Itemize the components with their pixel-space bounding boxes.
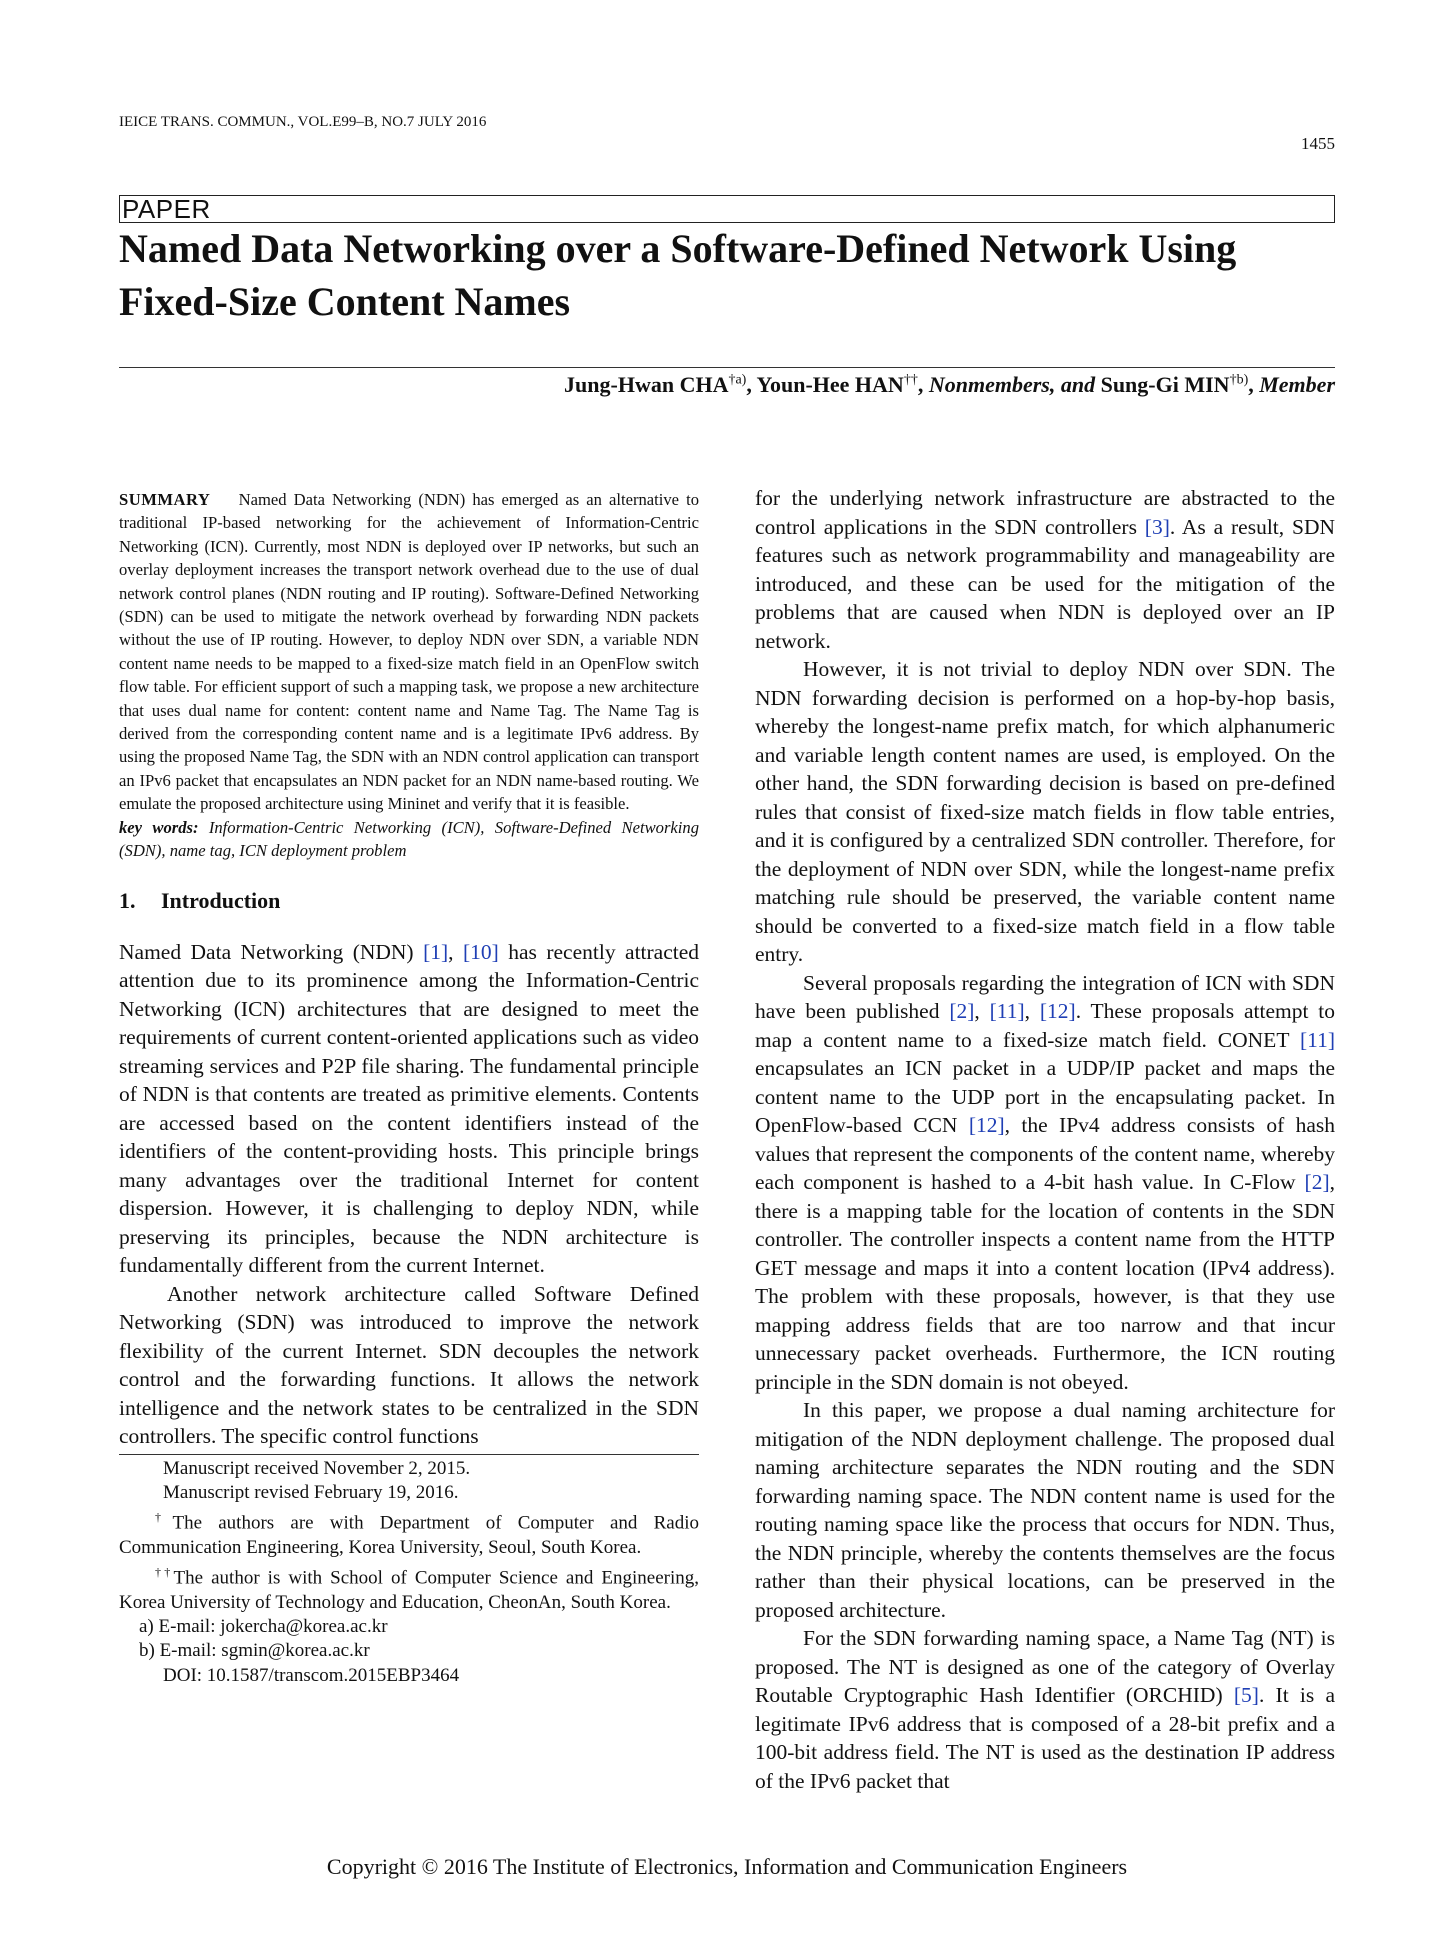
footnotes	[119, 1457, 699, 1688]
title-rule	[119, 367, 1335, 368]
right-column	[755, 484, 1335, 1795]
author-1-mark: †a)	[728, 372, 747, 388]
author-3-mark: †b)	[1229, 372, 1249, 388]
paragraph-r1	[755, 484, 1335, 655]
footnote-received: Manuscript received November 2, 2015.	[163, 1457, 471, 1479]
p1-text-b: has recently attracted attention due to its prominence among the Information-Centric Networking (ICN) architectures that are designed to meet the requirements of current content-oriented applications such as video streaming services and P2P file sharing. The fundamental principle of NDN is that contents are treated as primitive elements. Contents are accessed based on the content identifiers instead of the identifiers of the content-providing hosts. This principle brings many advantages over the traditional Internet for content dispersion. However, it is challenging to deploy NDN, while preserving its principles, because the NDN architecture is fundamentally different from the current Internet.	[119, 939, 700, 1277]
summary-text: Named Data Networking (NDN) has emerged as an alternative to traditional IP-based networking for the achievement of Information-Centric Networking (ICN). Currently, most NDN is deployed over IP networks, but such an overlay deployment increases the transport network overhead due to the use of dual network control planes (NDN routing and IP routing). Software-Defined Networking (SDN) can be used to mitigate the network overhead by forwarding NDN packets without the use of IP routing. However, to deploy NDN over SDN, a variable NDN content name needs to be mapped to a fixed-size match field in an OpenFlow switch flow table. For efficient support of such a mapping task, we propose a new architecture that uses dual name for content: content name and Name Tag. The Name Tag is derived from the corresponding content name and is a legitimate IPv6 address. By using the proposed Name Tag, the SDN with an NDN control application can transport an IPv6 packet that encapsulates an NDN packet for an NDN name-based routing. We emulate the proposed architecture using Mininet and verify that it is feasible.	[119, 490, 700, 814]
keywords-text: Information-Centric Networking (ICN), Software-Defined Networking (SDN), name tag, ICN deployment problem	[119, 817, 699, 861]
r1-text-a: for the underlying network infrastructure are abstracted to the control applications in the SDN controllers	[755, 486, 1335, 539]
section-heading-introduction	[119, 888, 699, 914]
citation-link[interactable]: [1]	[423, 939, 449, 964]
author-1: Jung-Hwan CHA	[564, 372, 729, 397]
page-number: 1455	[1301, 134, 1335, 153]
left-body	[119, 938, 699, 1451]
citation-link[interactable]: [5]	[1233, 1683, 1259, 1707]
paper-label: PAPER	[122, 194, 211, 224]
footnote-email-b: b) E-mail: sgmin@korea.ac.kr	[139, 1640, 370, 1662]
p1-comma: ,	[448, 939, 454, 964]
r3-text-c: encapsulates an ICN packet in a UDP/IP packet and maps the content name to the UDP port in the encapsulating packet. In OpenFlow-based CCN	[755, 1056, 1335, 1137]
r1-text-b: . As a result, SDN features such as network programmability and manageability are introduced, and these can be used for the mitigation of the problems that are caused when NDN is deployed over an IP network.	[755, 514, 1335, 653]
author-status-2: Member	[1259, 372, 1335, 397]
section-title: Introduction	[161, 887, 281, 913]
right-body	[755, 484, 1335, 1795]
r3-text-e: , there is a mapping table for the location of contents in the SDN controller. The controller inspects a content name from the HTTP GET message and maps it into a content location (IPv4 address). The problem with these proposals, however, is that they use mapping address fields that are too narrow and that incur unnecessary packet overheads. Furthermore, the ICN routing principle in the SDN domain is not obeyed.	[755, 1170, 1335, 1394]
footnote-affiliation-1	[119, 1505, 699, 1560]
citation-link[interactable]: [11]	[1299, 1027, 1336, 1052]
author-line: Jung-Hwan CHA$^{\dagger a)}$, Youn-Hee HAN††, Nonmembers, and Sung-Gi MIN$^{\dagger b)}$, Member	[564, 372, 1335, 397]
left-column	[119, 488, 699, 1688]
footnote-revised: Manuscript revised February 19, 2016.	[163, 1481, 459, 1503]
footnote-1-text: The authors are with Department of Computer and Radio Communication Engineering, Korea University, Seoul, South Korea.	[119, 1512, 700, 1558]
footnote-affiliation-2	[119, 1560, 699, 1615]
paragraph-r2: However, it is not trivial to deploy NDN over SDN. The NDN forwarding decision is performed on a hop-by-hop basis, whereby the longest-name prefix match, for which alphanumeric and variable length content names are used, is employed. On the other hand, the SDN forwarding decision is based on pre-defined rules that consist of fixed-size match fields in flow table entries, and it is configured by a centralized SDN controller. Therefore, for the deployment of NDN over SDN, while the longest-name prefix matching rule should be preserved, the variable content name should be converted to a fixed-size match field in a flow table entry.	[755, 657, 1335, 966]
title-line-1: Named Data Networking over a Software-Defined Network Using	[119, 226, 1237, 271]
paragraph-r4: In this paper, we propose a dual naming architecture for mitigation of the NDN deployment challenge. The proposed dual naming architecture separates the NDN routing and the SDN forwarding naming space. The NDN content name is used for the routing naming space like the process that occurs for NDN. Thus, the NDN principle, whereby the contents themselves are the focus rather than their physical locations, can be preserved in the proposed architecture.	[755, 1398, 1335, 1622]
journal-header: IEICE TRANS. COMMUN., VOL.E99–B, NO.7 JULY 2016	[119, 114, 487, 130]
citation-link[interactable]: [11]	[989, 999, 1025, 1023]
footnote-doi: DOI: 10.1587/transcom.2015EBP3464	[163, 1664, 460, 1686]
citation-link[interactable]: [2]	[949, 999, 975, 1023]
paper-title	[119, 222, 1335, 328]
r5-text-a: For the SDN forwarding naming space, a Name Tag (NT) is proposed. The NT is designed as one of the category of Overlay Routable Cryptographic Hash Identifier (ORCHID)	[755, 1626, 1335, 1707]
keywords-label: key words:	[119, 817, 199, 837]
r3-text-d: , the IPv4 address consists of hash values that represent the components of the content name, whereby each component is hashed to a 4-bit hash value. In C-Flow	[755, 1113, 1335, 1194]
paragraph-2: Another network architecture called Software Defined Networking (SDN) was introduced to improve the network flexibility of the current Internet. SDN decouples the network control and the forwarding functions. It allows the network intelligence and the network states to be centralized in the SDN controllers. The specific control functions	[119, 1281, 699, 1448]
footnote-2-mark: ††	[155, 1565, 174, 1580]
r3-text-b: . These proposals attempt to map a content name to a fixed-size match field. CONET	[755, 999, 1335, 1052]
author-2-mark: ††	[903, 372, 918, 388]
paragraph-r5	[755, 1624, 1335, 1795]
summary	[119, 488, 699, 816]
citation-link[interactable]: [3]	[1144, 514, 1170, 539]
copyright-footer: Copyright © 2016 The Institute of Electronics, Information and Communication Engineers	[326, 1854, 1128, 1879]
summary-label: SUMMARY	[119, 490, 211, 509]
footnote-1-mark: †	[155, 1510, 173, 1525]
author-2: Youn-Hee HAN	[756, 372, 904, 397]
r5-text-b: . It is a legitimate IPv6 address that is composed of a 28-bit prefix and a 100-bit address field. The NT is used as the destination IP address of the IPv6 packet that	[755, 1683, 1335, 1793]
footnote-2-text: The author is with School of Computer Science and Engineering, Korea University of Technology and Education, CheonAn, South Korea.	[119, 1567, 699, 1613]
author-3: Sung-Gi MIN	[1100, 372, 1230, 397]
citation-link[interactable]: [12]	[968, 1113, 1005, 1137]
author-status-1: Nonmembers, and	[928, 372, 1096, 397]
paragraph-r3: Several proposals regarding the integration of ICN with SDN have been published [2], [11], [12]. These proposals attempt to map a content name to a fixed-size match field. CONET [11] encapsulates an ICN packet in a UDP/IP packet and maps the content name to the UDP port in the encapsulating packet. In OpenFlow-based CCN [12], the IPv4 address consists of hash values that represent the components of the content name, whereby each component is hashed to a 4-bit hash value. In C-Flow [2], there is a mapping table for the location of contents in the SDN controller. The controller inspects a content name from the HTTP GET message and maps it into a content location (IPv4 address). The problem with these proposals, however, is that they use mapping address fields that are too narrow and that incur unnecessary packet overheads. Furthermore, the ICN routing principle in the SDN domain is not obeyed.	[755, 970, 1336, 1394]
citation-link[interactable]: [12]	[1039, 999, 1076, 1023]
title-line-2: Fixed-Size Content Names	[119, 279, 571, 324]
paragraph-1	[119, 938, 699, 1280]
r3-text-a: Several proposals regarding the integration of ICN with SDN have been published	[755, 970, 1335, 1023]
section-number: 1.	[119, 887, 136, 913]
citation-link[interactable]: [10]	[462, 939, 499, 964]
footnote-email-a: a) E-mail: jokercha@korea.ac.kr	[139, 1615, 388, 1637]
citation-link[interactable]: [2]	[1304, 1170, 1330, 1194]
footnote-rule	[119, 1454, 699, 1455]
keywords	[119, 816, 699, 863]
p1-text-a: Named Data Networking (NDN)	[119, 939, 414, 964]
paper-label-box	[119, 195, 1335, 223]
